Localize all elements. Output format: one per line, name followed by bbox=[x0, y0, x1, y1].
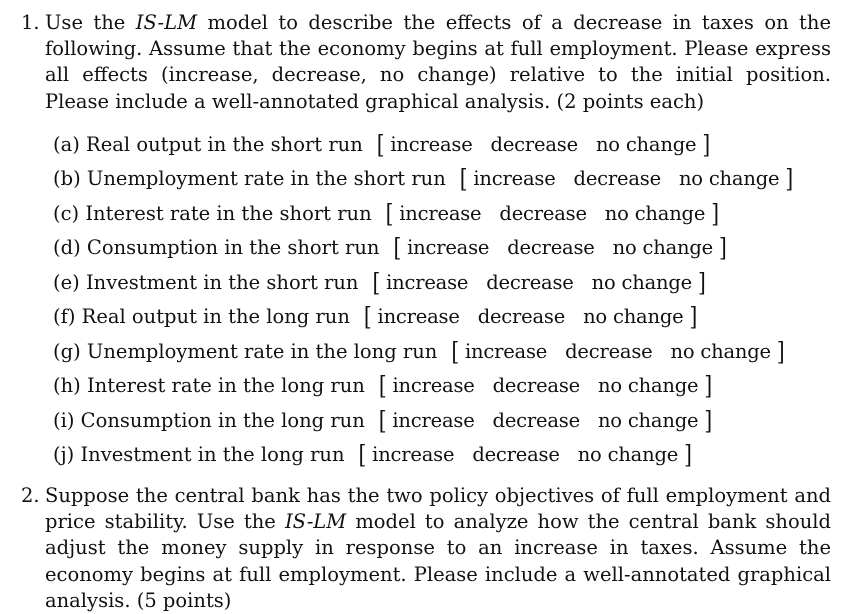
open-bracket: [ bbox=[451, 335, 459, 366]
part-item bbox=[53, 437, 833, 471]
choice-decrease[interactable]: decrease bbox=[472, 442, 560, 466]
part-label: (d) bbox=[53, 236, 81, 260]
problem-1-text bbox=[45, 10, 831, 115]
choice-decrease[interactable]: decrease bbox=[492, 374, 580, 398]
answer-choices bbox=[393, 230, 726, 265]
answer-choices bbox=[364, 299, 697, 334]
close-bracket: ] bbox=[702, 129, 710, 159]
choice-decrease[interactable]: decrease bbox=[490, 133, 578, 156]
choice-no-change[interactable]: no change bbox=[612, 236, 714, 260]
answer-choices bbox=[451, 334, 784, 369]
part-text: Investment in the short run bbox=[85, 270, 359, 294]
choice-increase[interactable]: increase bbox=[386, 270, 469, 294]
choice-decrease[interactable]: decrease bbox=[507, 236, 595, 260]
answer-choices bbox=[379, 368, 712, 403]
problem-2-number: 2. bbox=[21, 484, 40, 507]
choice-increase[interactable]: increase bbox=[392, 374, 475, 398]
open-bracket: [ bbox=[358, 438, 367, 469]
part-label: (c) bbox=[53, 201, 80, 225]
problem-2-text-start: Suppose the central bank has the two policy objectives of full employment and price stability. Use the bbox=[45, 484, 831, 534]
choice-no-change[interactable]: no change bbox=[670, 339, 771, 363]
problem-1-text-start: Use the bbox=[45, 11, 136, 34]
part-label: (i) bbox=[53, 408, 75, 432]
choice-increase[interactable]: increase bbox=[473, 167, 556, 191]
choice-increase[interactable]: increase bbox=[407, 236, 490, 260]
choice-no-change[interactable]: no change bbox=[678, 167, 780, 191]
close-bracket: ] bbox=[785, 163, 793, 194]
open-bracket: [ bbox=[372, 266, 381, 297]
open-bracket: [ bbox=[378, 370, 387, 401]
part-item bbox=[53, 196, 833, 230]
part-item bbox=[53, 127, 833, 161]
part-label: (h) bbox=[53, 374, 81, 398]
problem-1-parts-list bbox=[53, 127, 833, 471]
answer-choices bbox=[359, 437, 692, 472]
open-bracket: [ bbox=[459, 163, 468, 194]
choice-increase[interactable]: increase bbox=[372, 442, 455, 466]
answer-choices bbox=[379, 403, 712, 438]
choice-increase[interactable]: increase bbox=[399, 201, 482, 225]
choice-no-change[interactable]: no change bbox=[591, 270, 693, 294]
part-text: Unemployment rate in the long run bbox=[86, 339, 438, 363]
answer-choices bbox=[377, 127, 710, 162]
part-text: Consumption in the short run bbox=[86, 236, 380, 260]
part-item bbox=[53, 368, 833, 402]
part-text: Real output in the short run bbox=[86, 133, 363, 156]
open-bracket: [ bbox=[363, 301, 372, 332]
problem-1-model-name: IS-LM bbox=[135, 11, 198, 34]
close-bracket: ] bbox=[704, 404, 712, 435]
choice-decrease[interactable]: decrease bbox=[492, 408, 580, 432]
answer-choices bbox=[386, 196, 719, 231]
open-bracket: [ bbox=[385, 197, 394, 228]
choice-no-change[interactable]: no change bbox=[577, 442, 679, 466]
answer-choices bbox=[460, 161, 793, 196]
choice-increase[interactable]: increase bbox=[464, 339, 548, 363]
part-item bbox=[53, 299, 833, 333]
choice-decrease[interactable]: decrease bbox=[573, 167, 661, 191]
choice-increase[interactable]: increase bbox=[392, 408, 475, 432]
part-label: (f) bbox=[53, 305, 76, 329]
problem-1-number: 1. bbox=[21, 11, 40, 34]
choice-no-change[interactable]: no change bbox=[604, 201, 706, 225]
part-text: Investment in the long run bbox=[80, 442, 345, 466]
choice-no-change[interactable]: no change bbox=[597, 408, 699, 432]
part-item bbox=[53, 161, 833, 195]
problem-2-text-end: model to analyze how the central bank should adjust the money supply in response to an increase in taxes. Assume the economy begins at full employment. Please include a well-annotated graphical analysis. (5 points) bbox=[45, 510, 831, 612]
close-bracket: ] bbox=[698, 266, 706, 297]
choice-decrease[interactable]: decrease bbox=[477, 305, 566, 329]
problem-2-text bbox=[45, 483, 831, 614]
part-text: Interest rate in the long run bbox=[86, 374, 365, 398]
part-item bbox=[53, 265, 833, 299]
answer-choices bbox=[372, 265, 705, 300]
choice-decrease[interactable]: decrease bbox=[486, 270, 574, 294]
part-text: Interest rate in the short run bbox=[85, 201, 372, 225]
part-text: Unemployment rate in the short run bbox=[86, 167, 446, 191]
choice-decrease[interactable]: decrease bbox=[499, 201, 587, 225]
choice-no-change[interactable]: no change bbox=[598, 374, 699, 398]
part-label: (b) bbox=[53, 167, 81, 191]
part-label: (a) bbox=[53, 133, 80, 156]
choice-increase[interactable]: increase bbox=[390, 133, 473, 156]
close-bracket: ] bbox=[689, 301, 698, 332]
part-label: (g) bbox=[53, 339, 81, 363]
part-item bbox=[53, 334, 833, 368]
close-bracket: ] bbox=[684, 438, 692, 469]
close-bracket: ] bbox=[704, 370, 712, 401]
part-label: (e) bbox=[53, 270, 80, 294]
close-bracket: ] bbox=[776, 335, 785, 366]
problem-1-text-end: model to describe the effects of a decrease in taxes on the following. Assume that the economy begins at full employment. Please express all effects (increase, decrease, no change) relative to the initial position. Please include a well-annotated graphical analysis. (2 points each) bbox=[45, 11, 831, 113]
choice-decrease[interactable]: decrease bbox=[565, 339, 653, 363]
choice-no-change[interactable]: no change bbox=[583, 305, 684, 329]
choice-no-change[interactable]: no change bbox=[595, 133, 697, 156]
part-item bbox=[53, 403, 833, 437]
part-label: (j) bbox=[53, 442, 75, 466]
close-bracket: ] bbox=[711, 197, 719, 228]
part-text: Real output in the long run bbox=[81, 305, 350, 329]
problem-2-model-name: IS-LM bbox=[284, 510, 347, 534]
open-bracket: [ bbox=[378, 404, 387, 435]
open-bracket: [ bbox=[393, 232, 402, 263]
close-bracket: ] bbox=[719, 232, 727, 263]
choice-increase[interactable]: increase bbox=[377, 305, 460, 329]
open-bracket: [ bbox=[376, 129, 385, 159]
part-item bbox=[53, 230, 833, 264]
part-text: Consumption in the long run bbox=[80, 408, 365, 432]
